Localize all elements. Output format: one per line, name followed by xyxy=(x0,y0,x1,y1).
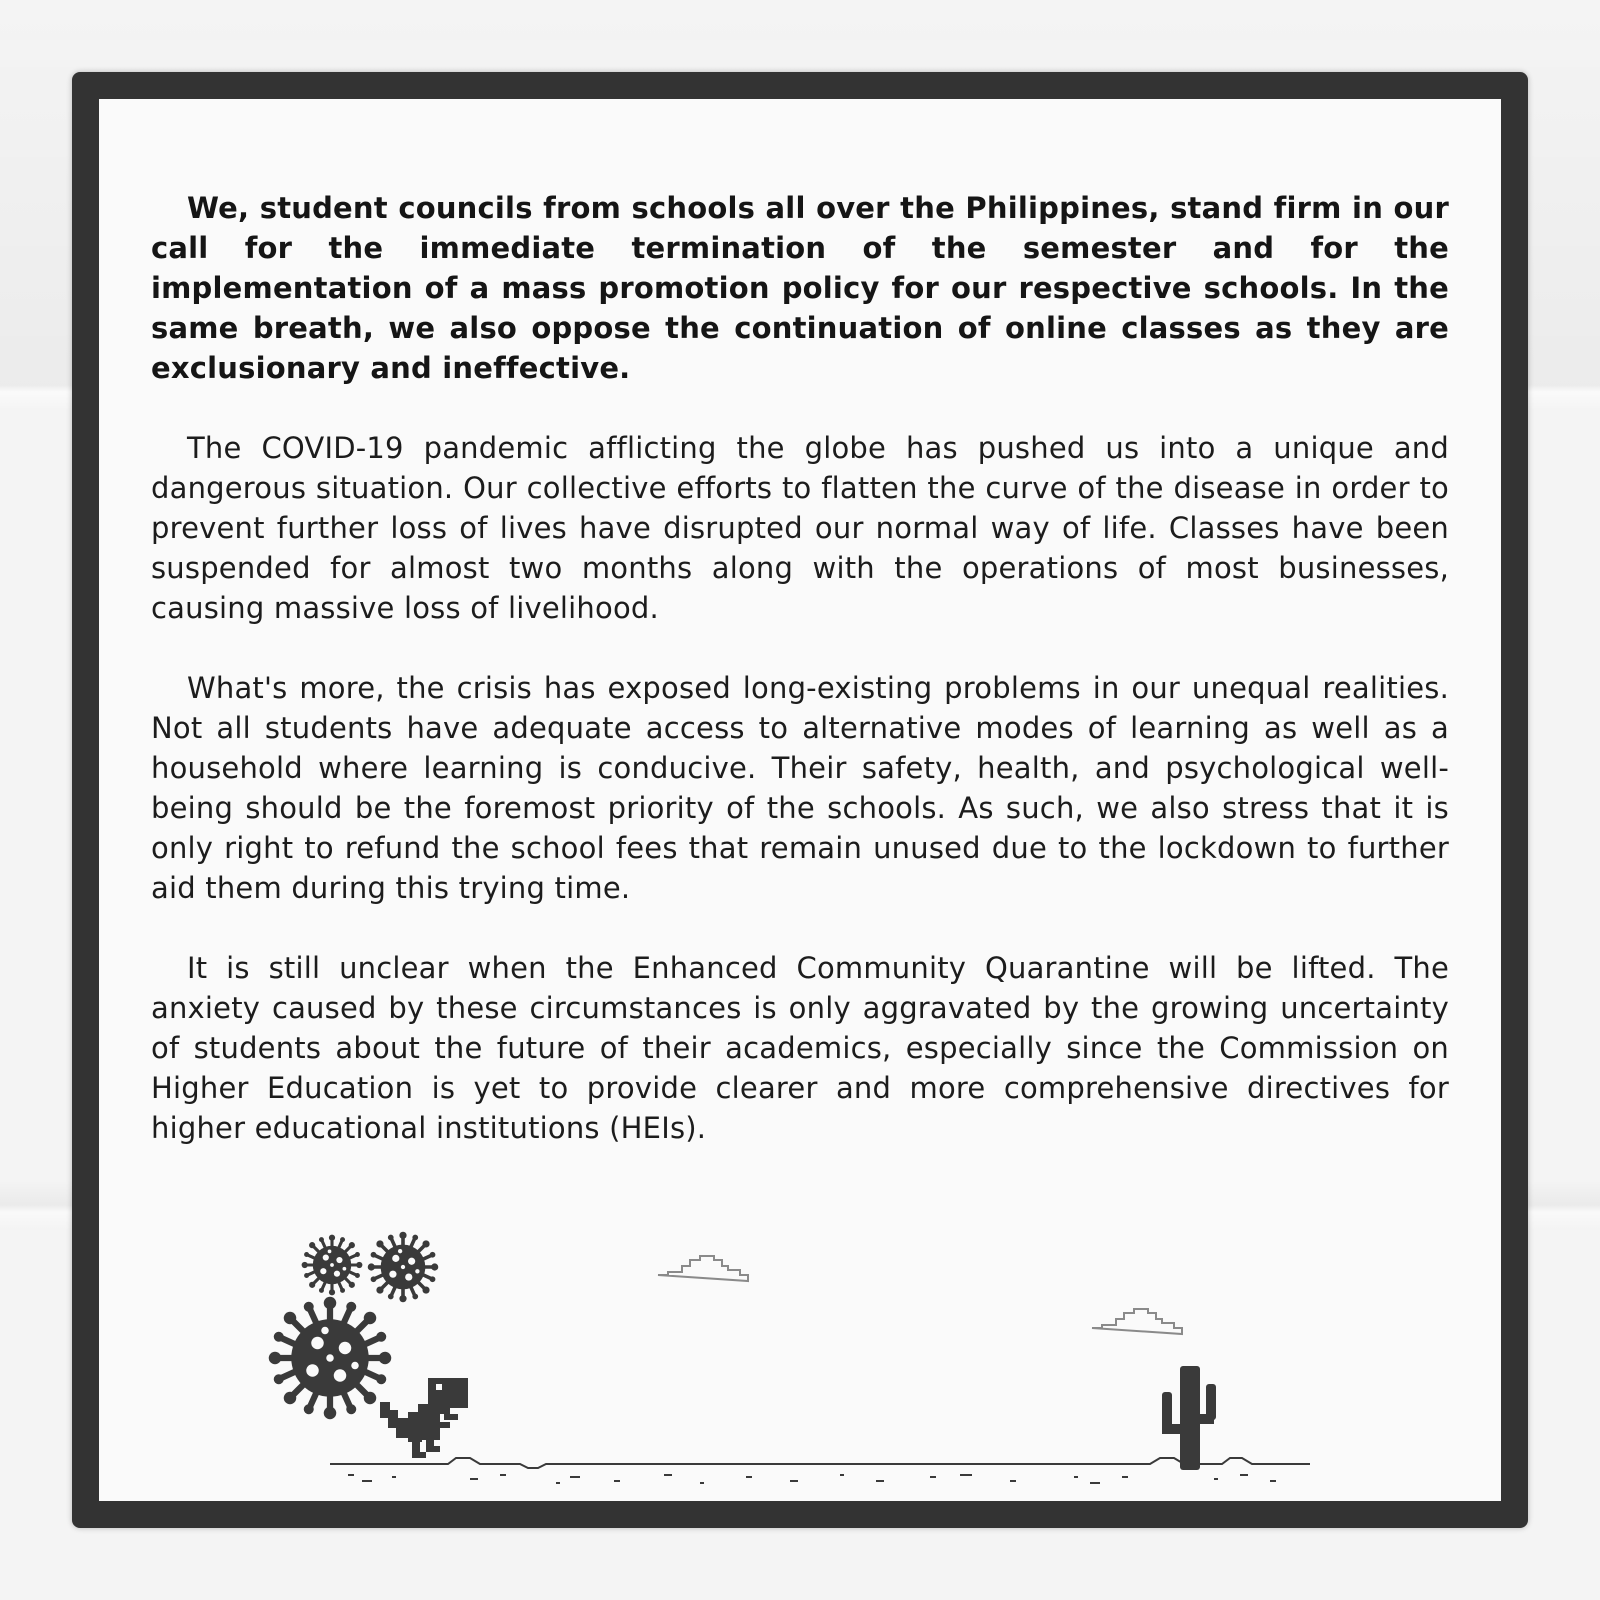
statement-paragraph-1: We, student councils from schools all over the Philippines, stand firm in our call for the immediate termination of the semester and for the implementation of a mass promotion policy for our respective schools. In the same breath, we also oppose the continuation of online classes as they are exclusionary and ineffective. xyxy=(151,191,1449,385)
statement-paragraph-4: It is still unclear when the Enhanced Community Quarantine will be lifted. The anxiety caused by these circumstances is only aggravated by the growing uncertainty of students about the future of their academics, especially since the Commission on Higher Education is yet to provide clearer and more comprehensive directives for higher educational institutions (HEIs). xyxy=(151,951,1449,1145)
statement-body xyxy=(151,188,1449,1188)
statement-paragraph-3: What's more, the crisis has exposed long-existing problems in our unequal realities. Not all students have adequate access to alternative modes of learning as well as a household where learning is conducive. Their safety, health, and psychological well-being should be the foremost priority of the schools. As such, we also stress that it is only right to refund the school fees that remain unused due to the lockdown to further aid them during this trying time. xyxy=(151,671,1449,905)
statement-paragraph-2: The COVID-19 pandemic afflicting the globe has pushed us into a unique and dangerous situation. Our collective efforts to flatten the curve of the disease in order to prevent further loss of lives have disrupted our normal way of life. Classes have been suspended for almost two months along with the operations of most businesses, causing massive loss of livelihood. xyxy=(151,431,1449,625)
